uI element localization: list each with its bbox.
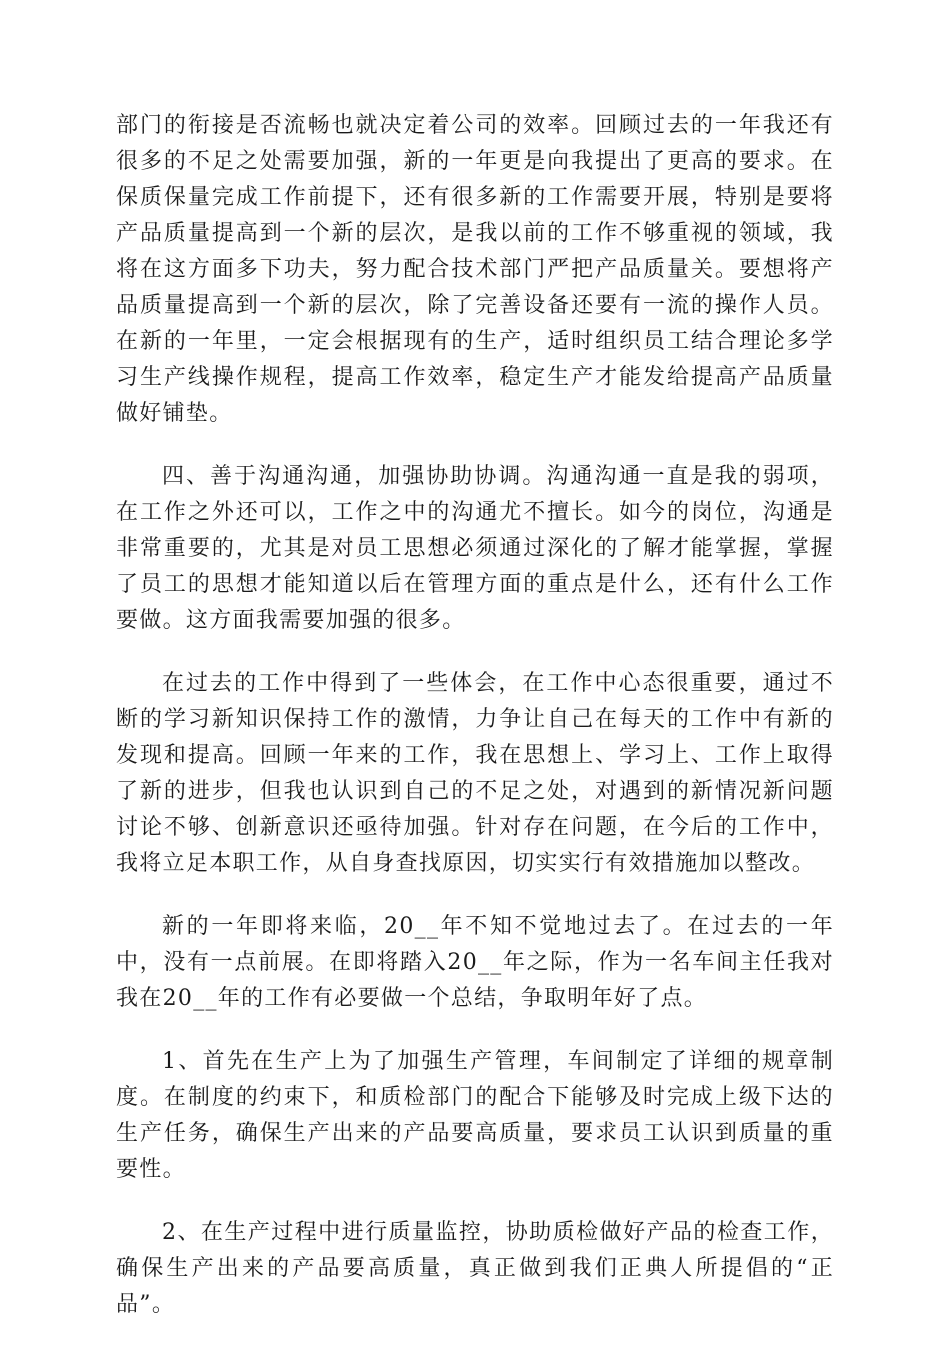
paragraph-item-2: 2、在生产过程中进行质量监控，协助质检做好产品的检查工作，确保生产出来的产品要高质量，真正做到我们正典人所提倡的“正品”。 (116, 1220, 834, 1317)
paragraph-continuation: 部门的衔接是否流畅也就决定着公司的效率。回顾过去的一年我还有很多的不足之处需要加强，新的一年更是向我提出了更高的要求。在保质保量完成工作前提下，还有很多新的工作需要开展，特别是要将产品质量提高到一个新的层次，是我以前的工作不够重视的领域，我将在这方面多下功夫，努力配合技术部门严把产品质量关。要想将产品质量提高到一个新的层次，除了完善设备还要有一流的操作人员。在新的一年里，一定会根据现有的生产，适时组织员工结合理论多学习生产线操作规程，提高工作效率，稳定生产才能发给提高产品质量做好铺垫。 (116, 113, 834, 426)
document-page (116, 108, 834, 1350)
paragraph-reflection: 在过去的工作中得到了一些体会，在工作中心态很重要，通过不断的学习新知识保持工作的激情，力争让自己在每天的工作中有新的发现和提高。回顾一年来的工作，我在思想上、学习上、工作上取得了新的进步，但我也认识到自己的不足之处，对遇到的新情况新问题讨论不够、创新意识还亟待加强。针对存在问题，在今后的工作中，我将立足本职工作，从自身查找原因，切实实行有效措施加以整改。 (116, 671, 834, 876)
paragraph-item-1: 1、首先在生产上为了加强生产管理，车间制定了详细的规章制度。在制度的约束下，和质检部门的配合下能够及时完成上级下达的生产任务，确保生产出来的产品要高质量，要求员工认识到质量的重要性。 (116, 1049, 834, 1182)
paragraph-new-year: 新的一年即将来临，20__年不知不觉地过去了。在过去的一年中，没有一点前展。在即将踏入20__年之际，作为一名车间主任我对我在20__年的工作有必要做一个总结，争取明年好了点。 (116, 914, 834, 1011)
paragraph-communication: 四、善于沟通沟通，加强协助协调。沟通沟通一直是我的弱项，在工作之外还可以，工作之中的沟通尤不擅长。如今的岗位，沟通是非常重要的，尤其是对员工思想必须通过深化的了解才能掌握，掌握了员工的思想才能知道以后在管理方面的重点是什么，还有什么工作要做。这方面我需要加强的很多。 (116, 464, 834, 633)
